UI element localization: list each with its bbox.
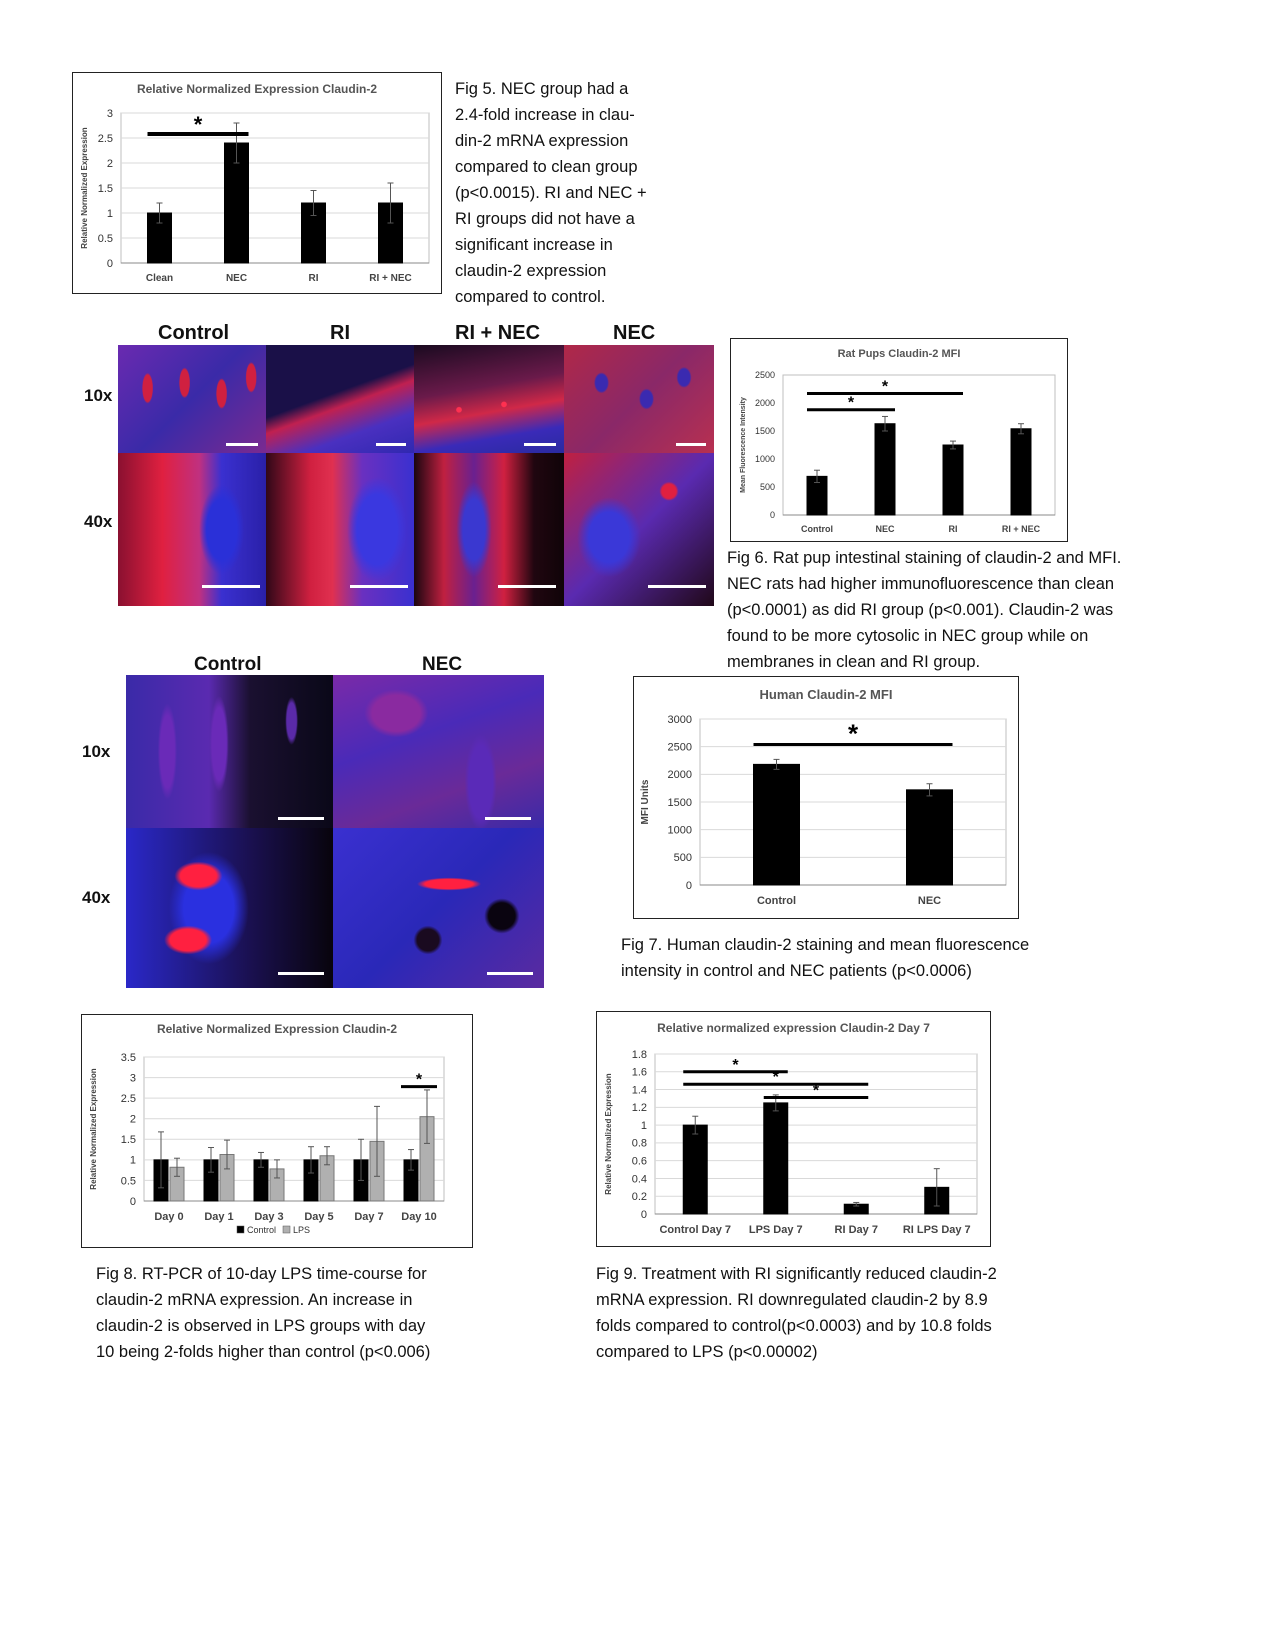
bar xyxy=(907,790,953,885)
bar xyxy=(683,1125,707,1214)
significance-star: * xyxy=(193,112,203,137)
scale-bar xyxy=(350,585,408,588)
y-tick-label: 2.5 xyxy=(120,1092,136,1105)
scale-bar xyxy=(676,443,706,446)
scale-bar xyxy=(498,585,556,588)
fig7-image-nec-10x xyxy=(333,675,544,828)
fig6-image-control-40x xyxy=(118,453,266,606)
x-tick-label: NEC xyxy=(225,273,248,284)
x-tick-label: NEC xyxy=(917,895,942,907)
y-tick-label: 0.4 xyxy=(631,1173,647,1186)
y-tick-label: 2 xyxy=(106,157,113,170)
y-axis-label: MFI Units xyxy=(640,779,651,825)
scale-bar xyxy=(202,585,260,588)
fig6-row-label-10x: 10x xyxy=(84,386,113,405)
y-tick-label: 1.8 xyxy=(631,1048,647,1061)
x-tick-label: RI xyxy=(948,524,958,534)
x-tick-label: RI LPS Day 7 xyxy=(902,1224,971,1236)
y-tick-label: 0 xyxy=(685,879,692,892)
y-tick-label: 2000 xyxy=(754,398,775,409)
fig8-caption: Fig 8. RT-PCR of 10-day LPS time-course for claudin-2 mRNA expression. An increase in claudin-2 is observed in LPS groups with day 10 being 2-folds higher than control (p<0.006) xyxy=(96,1265,431,1361)
fig7-col-label-control: Control xyxy=(194,654,262,675)
chart-title: Relative normalized expression Claudin-2 Day 7 xyxy=(657,1021,930,1035)
x-tick-label: RI + NEC xyxy=(1001,524,1041,534)
y-tick-label: 1 xyxy=(129,1154,136,1167)
scale-bar xyxy=(487,972,533,975)
x-tick-label: Day 0 xyxy=(154,1211,184,1223)
x-tick-label: Day 7 xyxy=(354,1211,384,1223)
y-tick-label: 1.5 xyxy=(97,182,113,195)
fig6-row-label-40x: 40x xyxy=(84,512,113,531)
scale-bar xyxy=(278,817,324,820)
fig5-chart xyxy=(72,72,442,294)
y-tick-label: 1000 xyxy=(754,454,775,465)
y-tick-label: 0.2 xyxy=(631,1191,647,1204)
y-tick-label: 0 xyxy=(106,257,113,270)
fig9-caption: Fig 9. Treatment with RI significantly reduced claudin-2 mRNA expression. RI downregulated claudin-2 by 8.9 folds compared to control(p<0.0003) and by 10.8 folds compared to LPS (p<0.00002) xyxy=(596,1265,997,1361)
legend-label: Control xyxy=(247,1225,277,1235)
fig7-col-label-nec: NEC xyxy=(422,654,463,675)
y-tick-label: 2500 xyxy=(754,370,775,381)
fig6-col-label-nec: NEC xyxy=(613,322,656,344)
y-axis-label: Relative Normalized Expression xyxy=(604,1073,613,1195)
scale-bar xyxy=(226,443,258,446)
y-tick-label: 3.5 xyxy=(120,1051,136,1064)
scale-bar xyxy=(648,585,706,588)
fig7-caption: Fig 7. Human claudin-2 staining and mean fluorescence intensity in control and NEC patients (p<0.0006) xyxy=(621,936,1030,980)
fig6-image-control-10x xyxy=(118,345,266,453)
fig7-row-label-10x: 10x xyxy=(82,742,111,761)
legend-swatch xyxy=(283,1226,290,1233)
y-tick-label: 0 xyxy=(769,510,775,521)
fig6-col-label-ri: RI xyxy=(330,322,350,344)
chart-title: Relative Normalized Expression Claudin-2 xyxy=(136,82,378,96)
bar xyxy=(764,1103,788,1214)
y-tick-label: 1500 xyxy=(667,796,692,809)
y-tick-label: 500 xyxy=(759,482,775,493)
y-tick-label: 1000 xyxy=(667,824,692,837)
y-tick-label: 2500 xyxy=(667,741,692,754)
y-tick-label: 3 xyxy=(106,107,113,120)
y-tick-label: 1 xyxy=(106,207,113,220)
fig7-image-control-10x xyxy=(126,675,333,828)
fig6-image-ri-nec-10x xyxy=(414,345,564,453)
y-tick-label: 0.8 xyxy=(631,1137,647,1150)
x-tick-label: LPS Day 7 xyxy=(748,1224,803,1236)
fig6-image-ri-10x xyxy=(266,345,414,453)
bar xyxy=(754,764,800,885)
y-tick-label: 2 xyxy=(129,1113,136,1126)
fig7-chart xyxy=(633,676,1019,919)
scale-bar xyxy=(278,972,324,975)
x-tick-label: Day 10 xyxy=(401,1211,437,1223)
y-tick-label: 1.5 xyxy=(120,1134,136,1147)
y-tick-label: 1.6 xyxy=(631,1066,647,1079)
x-tick-label: Clean xyxy=(145,273,174,284)
chart-title: Human Claudin-2 MFI xyxy=(759,687,893,702)
fig6-col-label-ri-nec: RI + NEC xyxy=(455,322,541,344)
x-tick-label: Day 5 xyxy=(304,1211,334,1223)
x-tick-label: Control xyxy=(801,524,833,534)
bar xyxy=(875,424,895,515)
fig9-chart xyxy=(596,1011,991,1247)
y-tick-label: 3 xyxy=(129,1072,136,1085)
fig7-image-control-40x xyxy=(126,828,333,988)
fig6-col-label-control: Control xyxy=(158,322,230,344)
bar xyxy=(943,445,963,515)
significance-star: * xyxy=(881,378,889,396)
fig6-image-nec-40x xyxy=(564,453,714,606)
x-tick-label: RI xyxy=(308,273,319,284)
fig8-chart xyxy=(81,1014,473,1248)
legend-swatch xyxy=(237,1226,244,1233)
x-tick-label: RI Day 7 xyxy=(834,1224,878,1236)
y-tick-label: 0 xyxy=(640,1208,647,1221)
plot-area xyxy=(144,1057,444,1201)
y-tick-label: 500 xyxy=(673,852,692,865)
scale-bar xyxy=(376,443,406,446)
significance-star: * xyxy=(732,1056,739,1074)
fig6-caption: Fig 6. Rat pup intestinal staining of claudin-2 and MFI. NEC rats had higher immunofluorescence than clean (p<0.0001) as did RI group (p<0.001). Claudin-2 was found to be more cytosolic in NEC group while on membranes in clean and RI group. xyxy=(727,549,1122,671)
y-tick-label: 1.4 xyxy=(631,1084,647,1097)
scale-bar xyxy=(524,443,556,446)
y-axis-label: Relative Normalized Expression xyxy=(80,127,89,249)
y-tick-label: 0 xyxy=(129,1195,136,1208)
fig7-row-label-40x: 40x xyxy=(82,888,111,907)
x-tick-label: Day 3 xyxy=(254,1211,284,1223)
x-tick-label: NEC xyxy=(875,524,895,534)
significance-star: * xyxy=(415,1071,423,1089)
y-axis-label: Relative Normalized Expression xyxy=(89,1068,98,1190)
y-tick-label: 2.5 xyxy=(97,132,113,145)
fig6-image-ri-nec-40x xyxy=(414,453,564,606)
fig9-chart-svg xyxy=(597,1012,990,1246)
y-tick-label: 2000 xyxy=(667,769,692,782)
chart-title: Relative Normalized Expression Claudin-2 xyxy=(156,1022,398,1036)
x-tick-label: Control xyxy=(756,895,797,907)
y-tick-label: 3000 xyxy=(667,713,692,726)
fig6-image-ri-40x xyxy=(266,453,414,606)
fig5-chart-svg xyxy=(73,73,441,293)
chart-title: Rat Pups Claudin-2 MFI xyxy=(837,348,961,360)
significance-star: * xyxy=(812,1082,820,1100)
significance-star: * xyxy=(772,1069,779,1087)
fig7-chart-svg xyxy=(634,677,1018,918)
fig7-image-nec-40x xyxy=(333,828,544,988)
fig6-chart-svg xyxy=(731,339,1067,541)
y-tick-label: 0.5 xyxy=(97,232,113,245)
fig6-chart xyxy=(730,338,1068,542)
y-axis-label: Mean Fluorescence Intensity xyxy=(740,397,747,493)
fig6-image-nec-10x xyxy=(564,345,714,453)
y-tick-label: 0.6 xyxy=(631,1155,647,1168)
x-tick-label: Day 1 xyxy=(204,1211,234,1223)
x-tick-label: RI + NEC xyxy=(369,273,412,284)
fig8-chart-svg xyxy=(82,1015,472,1247)
y-tick-label: 1 xyxy=(640,1119,647,1132)
significance-star: * xyxy=(847,718,859,749)
significance-star: * xyxy=(847,394,855,412)
x-tick-label: Control Day 7 xyxy=(659,1224,732,1236)
y-tick-label: 1.2 xyxy=(631,1102,647,1115)
scale-bar xyxy=(485,817,531,820)
bar xyxy=(1011,429,1031,515)
legend-label: LPS xyxy=(293,1225,311,1235)
y-tick-label: 0.5 xyxy=(120,1175,136,1188)
y-tick-label: 1500 xyxy=(754,426,775,437)
fig5-caption: Fig 5. NEC group had a 2.4-fold increase in clau- din-2 mRNA expression compared to clean group (p<0.0015). RI and NEC + RI groups did not have a significant increase in claudin-2 expression compared to control. xyxy=(455,80,647,306)
